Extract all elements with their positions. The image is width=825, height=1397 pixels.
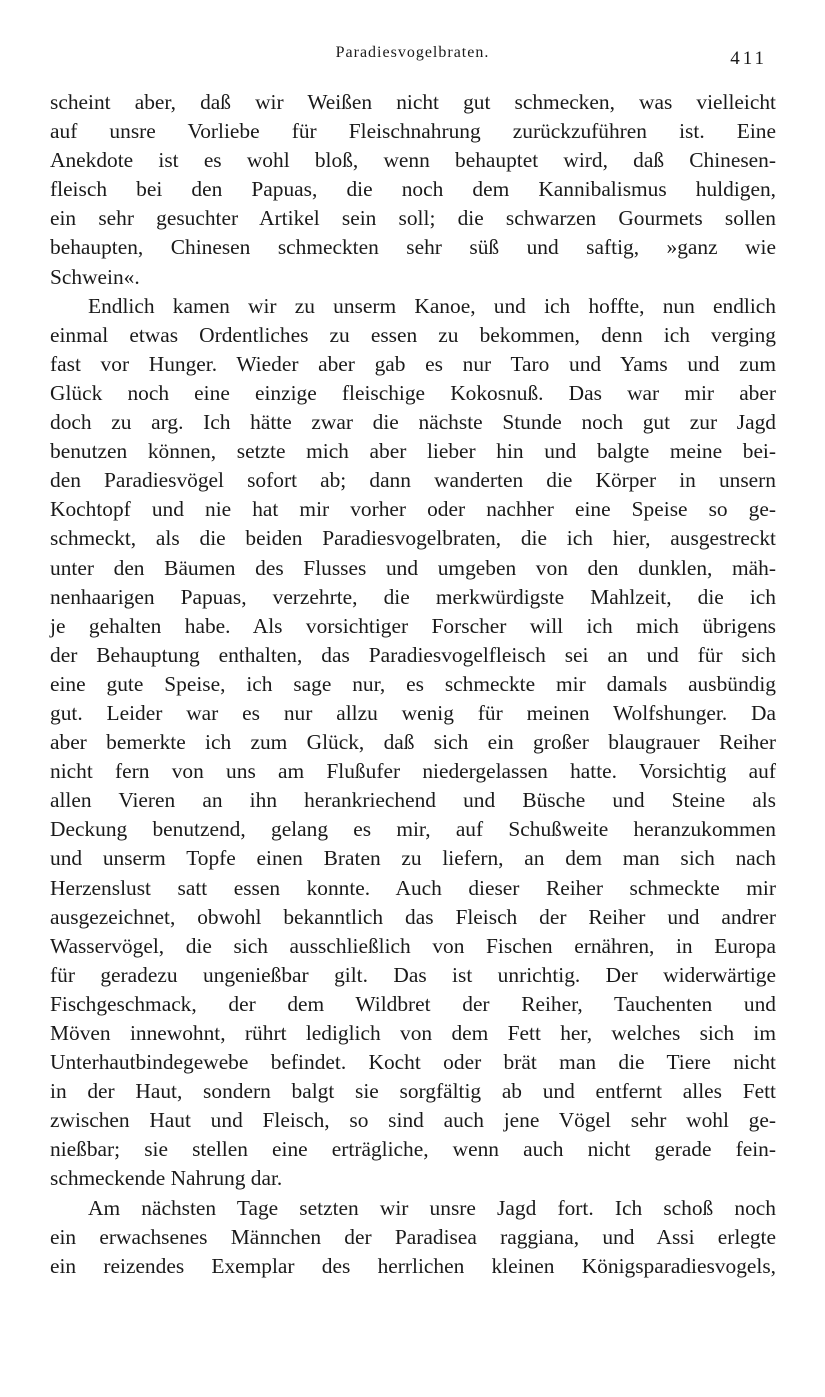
text-line: Kochtopf und nie hat mir vorher oder nachher eine Speise so ge- [50,497,776,522]
text-line: Möven innewohnt, rührt lediglich von dem Fett her, welches sich im [50,1021,776,1045]
text-line: nicht fern von uns am Flußufer niedergelassen hatte. Vorsichtig auf [50,759,776,784]
text-line: und unserm Topfe einen Braten zu liefern, an dem man sich nach [50,846,776,871]
text-line: den Paradiesvögel sofort ab; dann wanderten die Körper in unsern [50,468,776,493]
text-line: benutzen können, setzte mich aber lieber hin und balgte meine bei- [50,439,776,464]
running-title: Paradiesvogelbraten. [335,44,490,61]
text-line: ein erwachsenes Männchen der Paradisea raggiana, und Assi erlegte [50,1224,776,1249]
text-line: eine gute Speise, ich sage nur, es schmeckte mir damals ausbündig [50,671,776,696]
text-line: Schwein«. [50,264,140,289]
text-line: unter den Bäumen des Flusses und umgeben von den dunklen, mäh- [50,555,776,580]
text-line: ausgezeichnet, obwohl bekanntlich das Fleisch der Reiher und andrer [50,904,776,929]
text-line: Fischgeschmack, der dem Wildbret der Reiher, Tauchenten und [50,991,776,1016]
text-line: einmal etwas Ordentliches zu essen zu bekommen, denn ich verging [50,322,776,347]
text-line: nenhaarigen Papuas, verzehrte, die merkwürdigste Mahlzeit, die ich [50,584,776,609]
paragraph [50,292,776,1194]
paragraph [50,1194,776,1281]
text-line: fast vor Hunger. Wieder aber gab es nur Taro und Yams und zum [50,351,776,376]
text-line: scheint aber, daß wir Weißen nicht gut schmecken, was vielleicht [50,90,776,114]
text-line: gut. Leider war es nur allzu wenig für meinen Wolfshunger. Da [50,700,776,725]
text-line: auf unsre Vorliebe für Fleischnahrung zurückzuführen ist. Eine [50,119,776,144]
text-line: nießbar; sie stellen eine erträgliche, wenn auch nicht gerade fein- [50,1137,776,1162]
text-line: Unterhautbindegewebe befindet. Kocht oder brät man die Tiere nicht [50,1050,776,1075]
text-line: zwischen Haut und Fleisch, so sind auch jene Vögel sehr wohl ge- [50,1108,776,1133]
text-line: Anekdote ist es wohl bloß, wenn behauptet wird, daß Chinesen- [50,148,776,173]
text-line: Am nächsten Tage setzten wir unsre Jagd fort. Ich schoß noch [88,1195,776,1220]
text-line: schmeckende Nahrung dar. [50,1166,283,1191]
paragraph [50,88,776,292]
page-header [0,42,825,72]
text-line: doch zu arg. Ich hätte zwar die nächste Stunde noch gut zur Jagd [50,410,776,435]
text-line: allen Vieren an ihn herankriechend und Büsche und Steine als [50,788,776,813]
page-number: 411 [730,48,767,69]
text-line: Wasservögel, die sich ausschließlich von Fischen ernähren, in Europa [50,933,776,958]
text-line: Deckung benutzend, gelang es mir, auf Schußweite heranzukommen [50,817,776,842]
text-line: Endlich kamen wir zu unserm Kanoe, und ich hoffte, nun endlich [88,293,776,318]
body-text [50,88,776,1281]
text-line: fleisch bei den Papuas, die noch dem Kannibalismus huldigen, [50,177,776,202]
text-line: aber bemerkte ich zum Glück, daß sich ein großer blaugrauer Reiher [50,730,776,755]
text-line: für geradezu ungenießbar gilt. Das ist unrichtig. Der widerwärtige [50,962,776,987]
text-line: je gehalten habe. Als vorsichtiger Forscher will ich mich übrigens [50,613,776,638]
text-line: Herzenslust satt essen konnte. Auch dieser Reiher schmeckte mir [50,875,776,900]
text-line: Glück noch eine einzige fleischige Kokosnuß. Das war mir aber [50,380,776,405]
text-line: schmeckt, als die beiden Paradiesvogelbraten, die ich hier, ausgestreckt [50,526,776,551]
text-line: ein sehr gesuchter Artikel sein soll; die schwarzen Gourmets sollen [50,206,776,231]
text-line: ein reizendes Exemplar des herrlichen kleinen Königsparadiesvogels, [50,1253,776,1278]
text-line: behaupten, Chinesen schmeckten sehr süß und saftig, »ganz wie [50,235,776,260]
text-line: der Behauptung enthalten, das Paradiesvogelfleisch sei an und für sich [50,642,776,667]
text-line: in der Haut, sondern balgt sie sorgfältig ab und entfernt alles Fett [50,1079,776,1104]
